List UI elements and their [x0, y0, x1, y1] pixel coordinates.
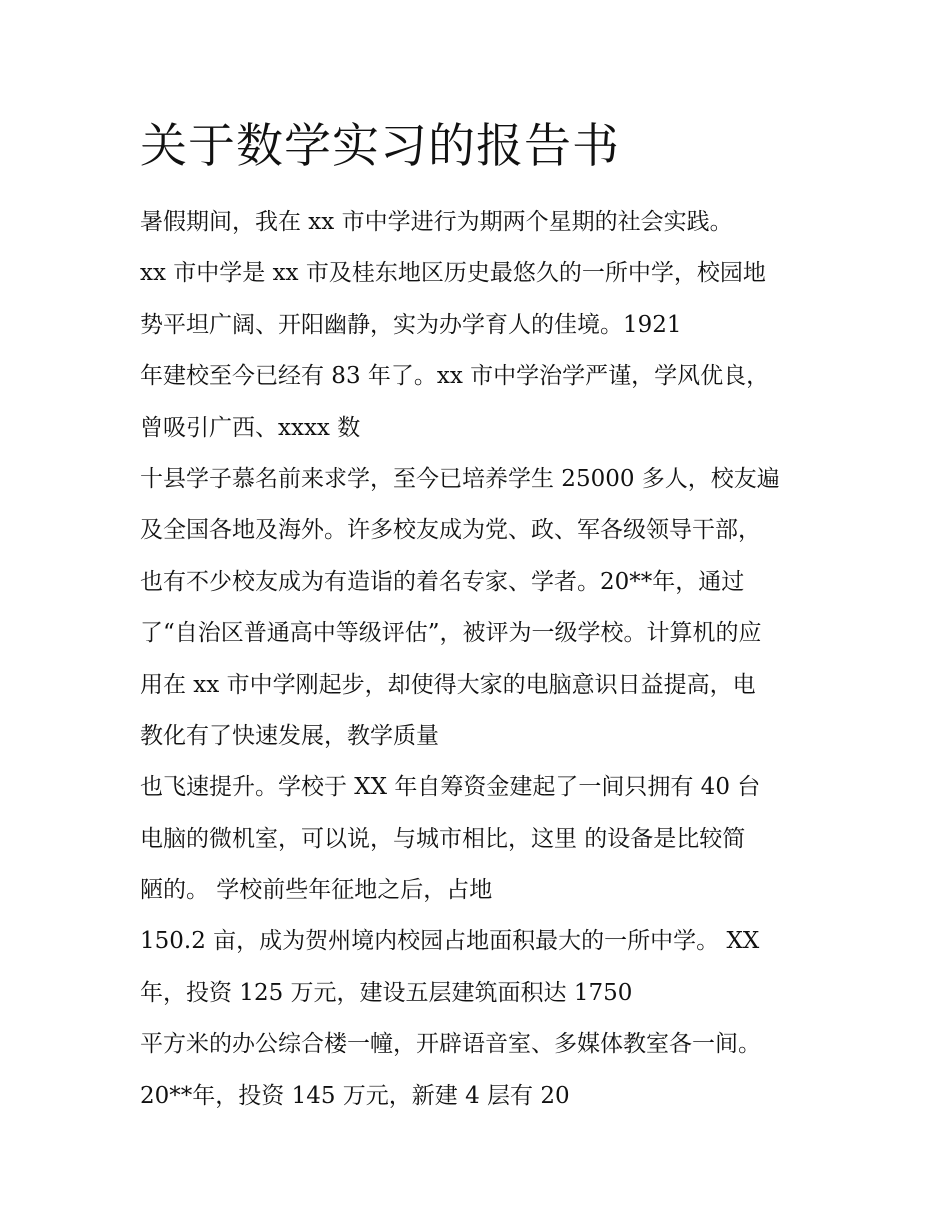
- body-line: 年建校至今已经有 83 年了。xx 市中学治学严谨，学风优良，: [140, 363, 770, 390]
- body-line: 20**年，投资 145 万元，新建 4 层有 20: [140, 1082, 570, 1109]
- body-line: 曾吸引广西、xxxx 数: [140, 414, 361, 441]
- body-line: 也有不少校友成为有造诣的着名专家、学者。20**年，通过: [140, 568, 745, 595]
- document-title: 关于数学实习的报告书: [140, 119, 620, 174]
- body-line: 平方米的办公综合楼一幢，开辟语音室、多媒体教室各一间。: [140, 1031, 761, 1058]
- body-line: 十县学子慕名前来求学，至今已培养学生 25000 多人，校友遍: [140, 465, 780, 492]
- body-line: 陋的。 学校前些年征地之后，占地: [140, 877, 493, 904]
- body-line: xx 市中学是 xx 市及桂东地区历史最悠久的一所中学，校园地: [140, 260, 766, 287]
- body-line: 教化有了快速发展，教学质量: [140, 722, 439, 749]
- body-line: 及全国各地及海外。许多校友成为党、政、军各级领导干部，: [140, 517, 761, 544]
- document-body: [140, 202, 830, 1127]
- body-line: 了“自治区普通高中等级评估”，被评为一级学校。计算机的应: [140, 620, 762, 647]
- body-line: 电脑的微机室，可以说，与城市相比，这里 的设备是比较简: [140, 825, 746, 852]
- body-line: 150.2 亩，成为贺州境内校园占地面积最大的一所中学。 XX: [140, 928, 760, 955]
- body-line: 暑假期间，我在 xx 市中学进行为期两个星期的社会实践。: [140, 209, 733, 235]
- body-line: 势平坦广阔、开阳幽静，实为办学育人的佳境。1921: [140, 311, 682, 338]
- body-line: 年，投资 125 万元，建设五层建筑面积达 1750: [140, 979, 633, 1006]
- body-line: 也飞速提升。学校于 XX 年自筹资金建起了一间只拥有 40 台: [140, 774, 761, 801]
- body-line: 用在 xx 市中学刚起步，却使得大家的电脑意识日益提高，电: [140, 671, 756, 698]
